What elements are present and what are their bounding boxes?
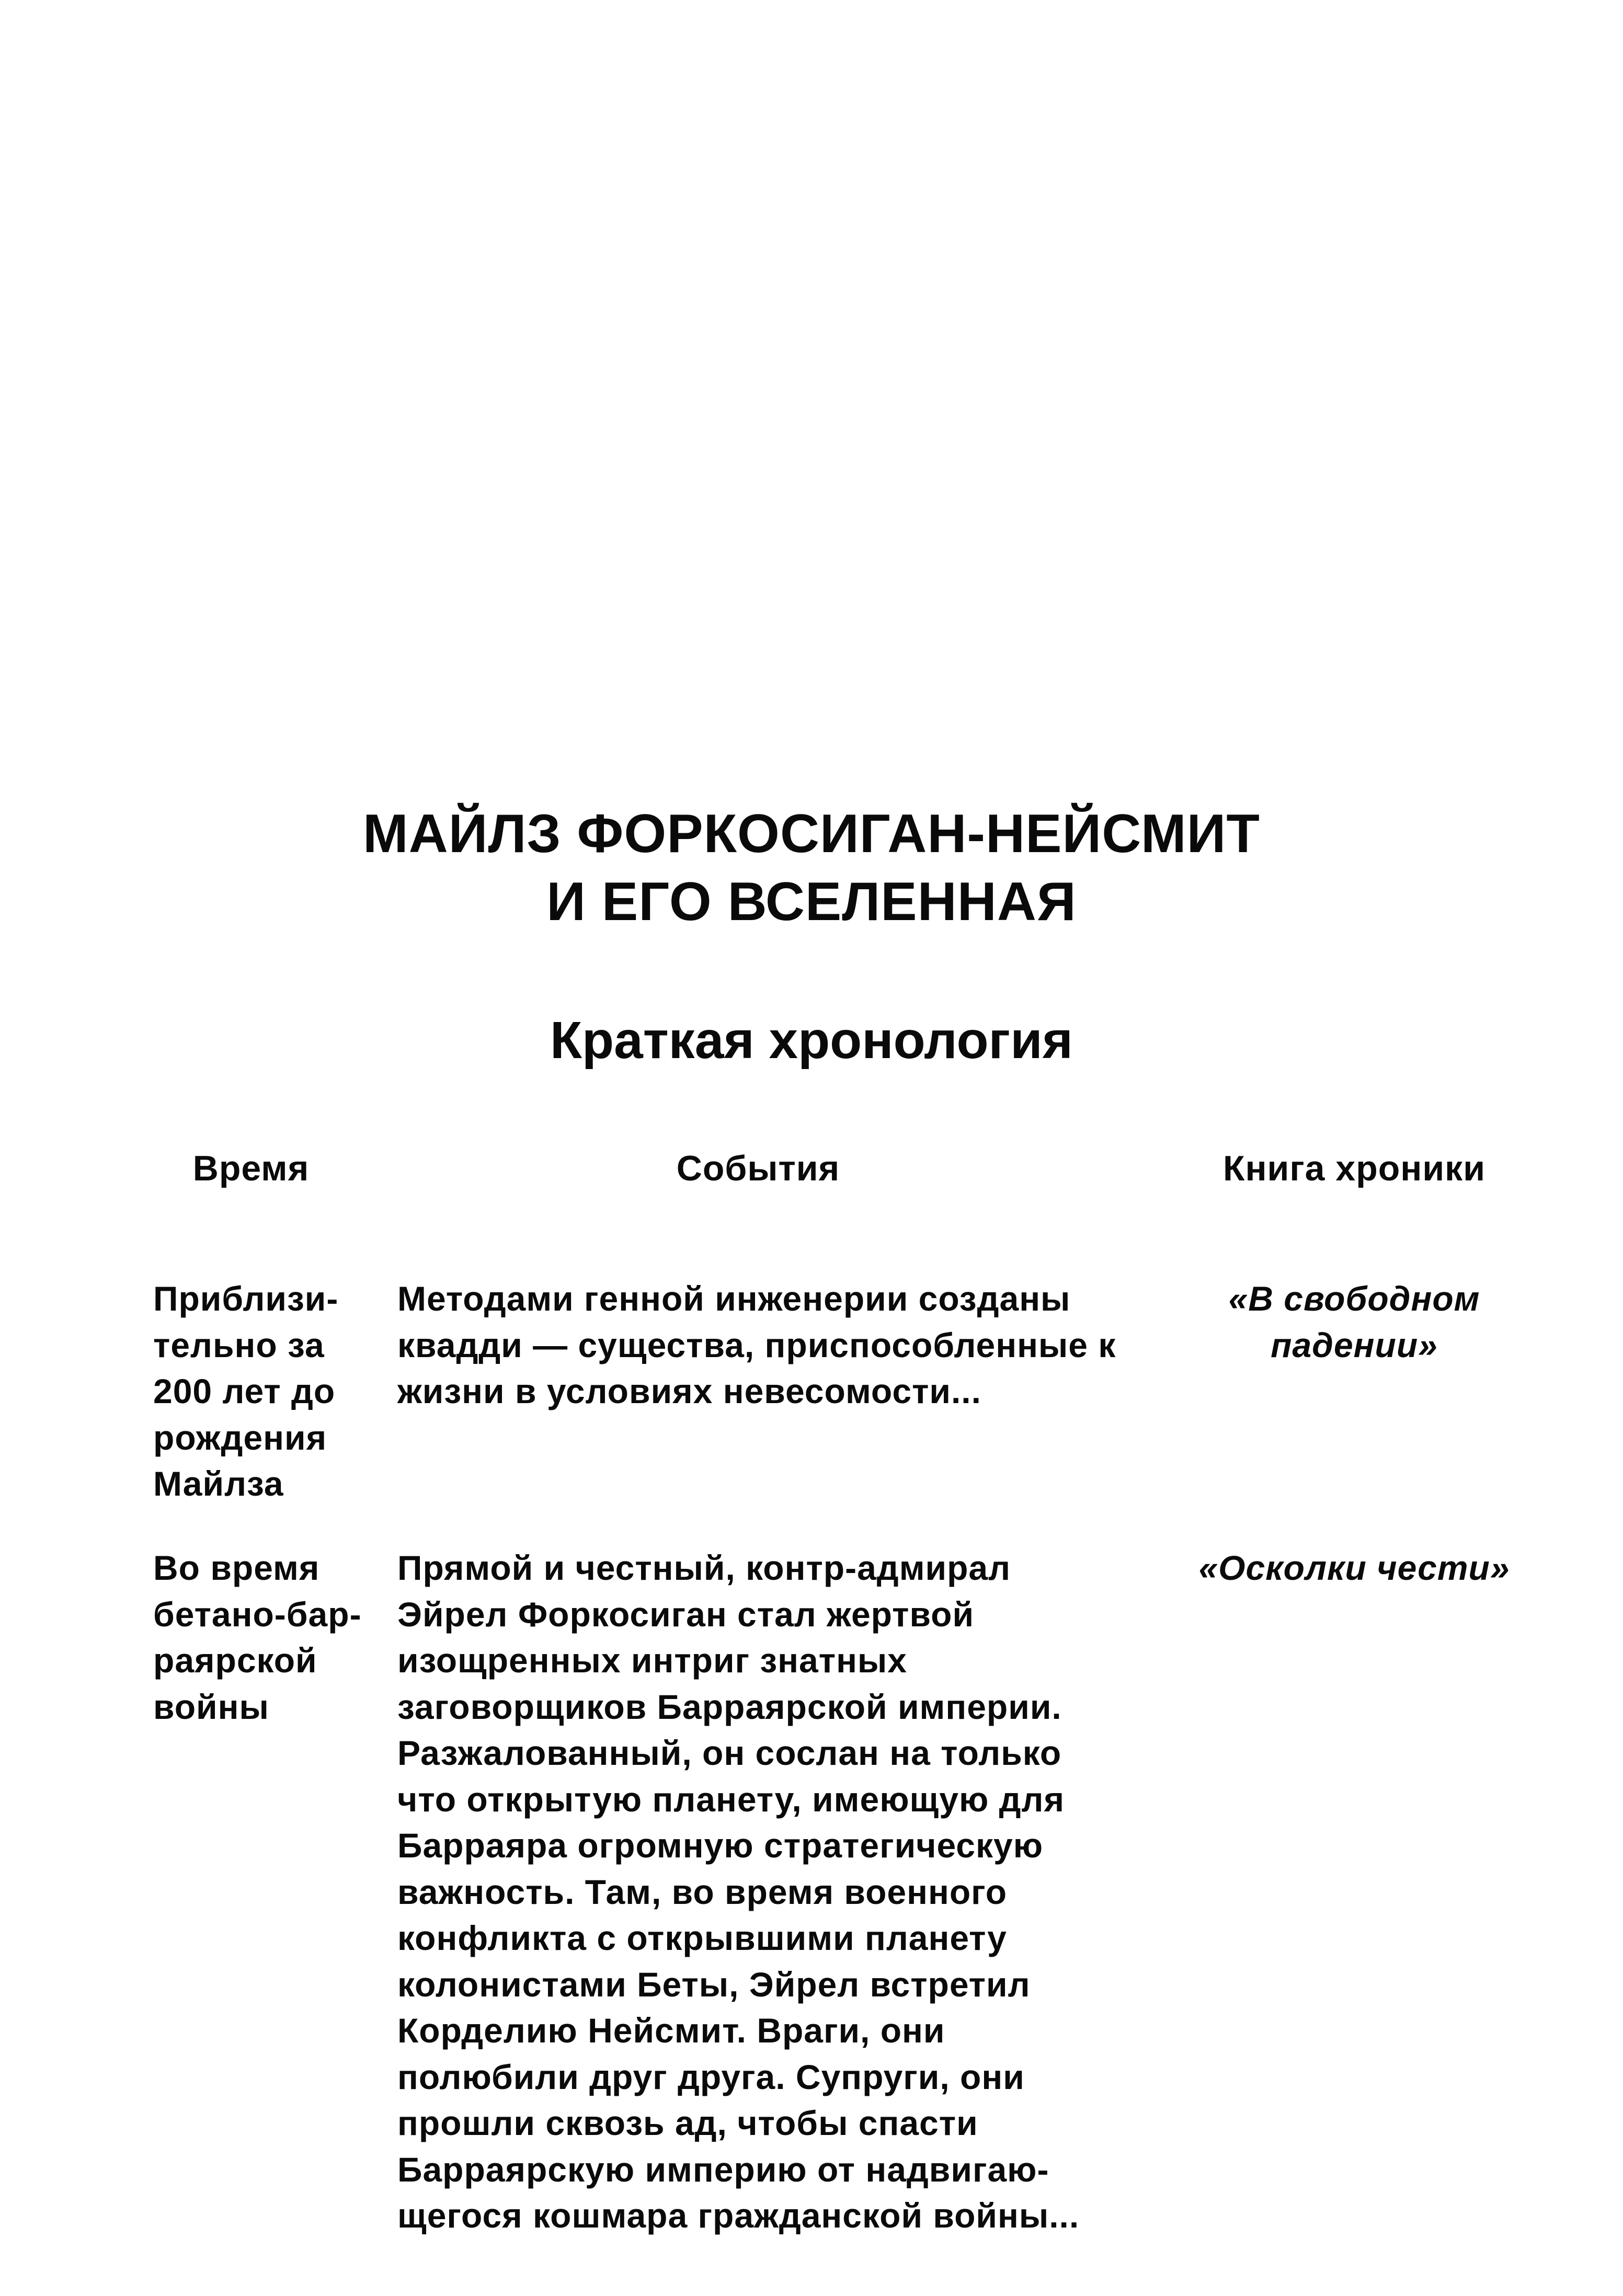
events-line: жизни в условиях невесомости... xyxy=(397,1372,981,1410)
events-line: Эйрел Форкосиган стал жертвой xyxy=(397,1594,975,1634)
column-header-book: Книга хроники xyxy=(1222,1149,1485,1188)
page-title xyxy=(0,800,1623,936)
book-title-line: падении» xyxy=(1271,1325,1438,1364)
events-cell xyxy=(397,1545,1129,2239)
events-line: конфликта с открывшими планету xyxy=(397,1919,1007,1957)
book-title-line: «Осколки чести» xyxy=(1198,1548,1510,1587)
book-cell xyxy=(1150,1545,1558,1591)
events-line: заговорщиков Барраярской империи. xyxy=(397,1687,1062,1726)
title-line-2: И ЕГО ВСЕЛЕННАЯ xyxy=(546,871,1077,932)
events-line: Барраярскую империю от надвигаю- xyxy=(397,2150,1049,2189)
column-header-time: Время xyxy=(192,1149,310,1188)
events-line: важность. Там, во время военного xyxy=(397,1872,1008,1911)
column-header-events: События xyxy=(676,1149,840,1188)
time-line: тельно за xyxy=(153,1325,325,1364)
events-line: щегося кошмара гражданской войны... xyxy=(397,2196,1080,2235)
events-line: Барраяра огромную стратегическую xyxy=(397,1826,1044,1865)
events-line: Прямой и честный, контр-адмирал xyxy=(397,1548,1011,1587)
events-line: колонистами Беты, Эйрел встретил xyxy=(397,1965,1031,2004)
events-line: изощренных интриг знатных xyxy=(397,1641,908,1680)
time-line: бетано-бар- xyxy=(153,1594,362,1634)
title-line-1: МАЙЛЗ ФОРКОСИГАН-НЕЙСМИТ xyxy=(363,803,1260,864)
time-cell xyxy=(153,1276,383,1507)
time-line: Во время xyxy=(153,1548,320,1587)
time-line: войны xyxy=(153,1687,269,1726)
events-line: Корделию Нейсмит. Враги, они xyxy=(397,2011,945,2050)
events-line: что открытую планету, имеющую для xyxy=(397,1780,1065,1819)
events-line: полюбили друг друга. Супруги, они xyxy=(397,2057,1025,2096)
time-line: 200 лет до xyxy=(153,1372,336,1410)
time-line: рождения xyxy=(153,1418,327,1457)
events-line: квадди — существа, приспособленные к xyxy=(397,1325,1116,1364)
events-line: Методами генной инженерии созданы xyxy=(397,1279,1071,1318)
events-cell xyxy=(397,1276,1129,1415)
time-line: раярской xyxy=(153,1641,317,1680)
book-cell xyxy=(1150,1276,1558,1368)
time-line: Приблизи- xyxy=(153,1279,339,1318)
book-title-line: «В свободном xyxy=(1228,1279,1480,1318)
time-cell xyxy=(153,1545,383,1730)
time-line: Майлза xyxy=(153,1464,284,1503)
events-line: Разжалованный, он сослан на только xyxy=(397,1734,1062,1772)
events-line: прошли сквозь ад, чтобы спасти xyxy=(397,2104,978,2142)
page-subtitle: Краткая хронология xyxy=(550,1011,1073,1070)
